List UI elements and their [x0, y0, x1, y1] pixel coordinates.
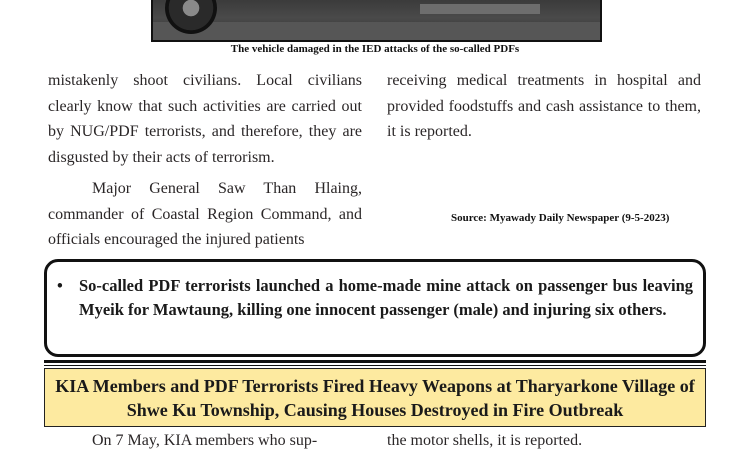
- road-surface: [153, 22, 600, 40]
- next-article-headline: KIA Members and PDF Terrorists Fired Heavy Weapons at Tharyarkone Village of Shwe Ku Township, Causing Houses Destroyed in Fire Outbreak: [44, 368, 706, 427]
- right-column: [387, 68, 701, 145]
- highlight-item: [57, 274, 693, 322]
- left-column: [48, 68, 362, 253]
- next-left-column: [48, 428, 362, 454]
- highlight-text: So-called PDF terrorists launched a home-made mine attack on passenger bus leaving Myeik for Mawtaung, killing one innocent passenger (male) and injuring six others.: [79, 276, 693, 319]
- source-citation: Source: Myawady Daily Newspaper (9-5-2023): [451, 212, 670, 224]
- right-paragraph-1: receiving medical treatments in hospital and provided foodstuffs and cash assistance to them, it is reported.: [387, 72, 701, 140]
- bullet-icon: •: [57, 276, 63, 295]
- left-paragraph-2: Major General Saw Than Hlaing, commander of Coastal Region Command, and officials encouraged the injured patients: [48, 180, 362, 248]
- vehicle-damage-photo: [151, 0, 602, 42]
- highlight-box: [44, 259, 706, 357]
- next-right-column: [387, 428, 701, 454]
- vehicle-bumper: [420, 4, 540, 14]
- section-divider-thin: [44, 365, 706, 366]
- left-paragraph-1: mistakenly shoot civilians. Local civilians clearly know that such activities are carried out by NUG/PDF terrorists, and therefore, they are disgusted by their acts of terrorism.: [48, 72, 362, 166]
- next-right-text: the motor shells, it is reported.: [387, 432, 583, 449]
- section-divider-thick: [44, 360, 706, 363]
- photo-caption: The vehicle damaged in the IED attacks of the so-called PDFs: [230, 43, 520, 55]
- next-left-text: On 7 May, KIA members who sup-: [92, 432, 318, 449]
